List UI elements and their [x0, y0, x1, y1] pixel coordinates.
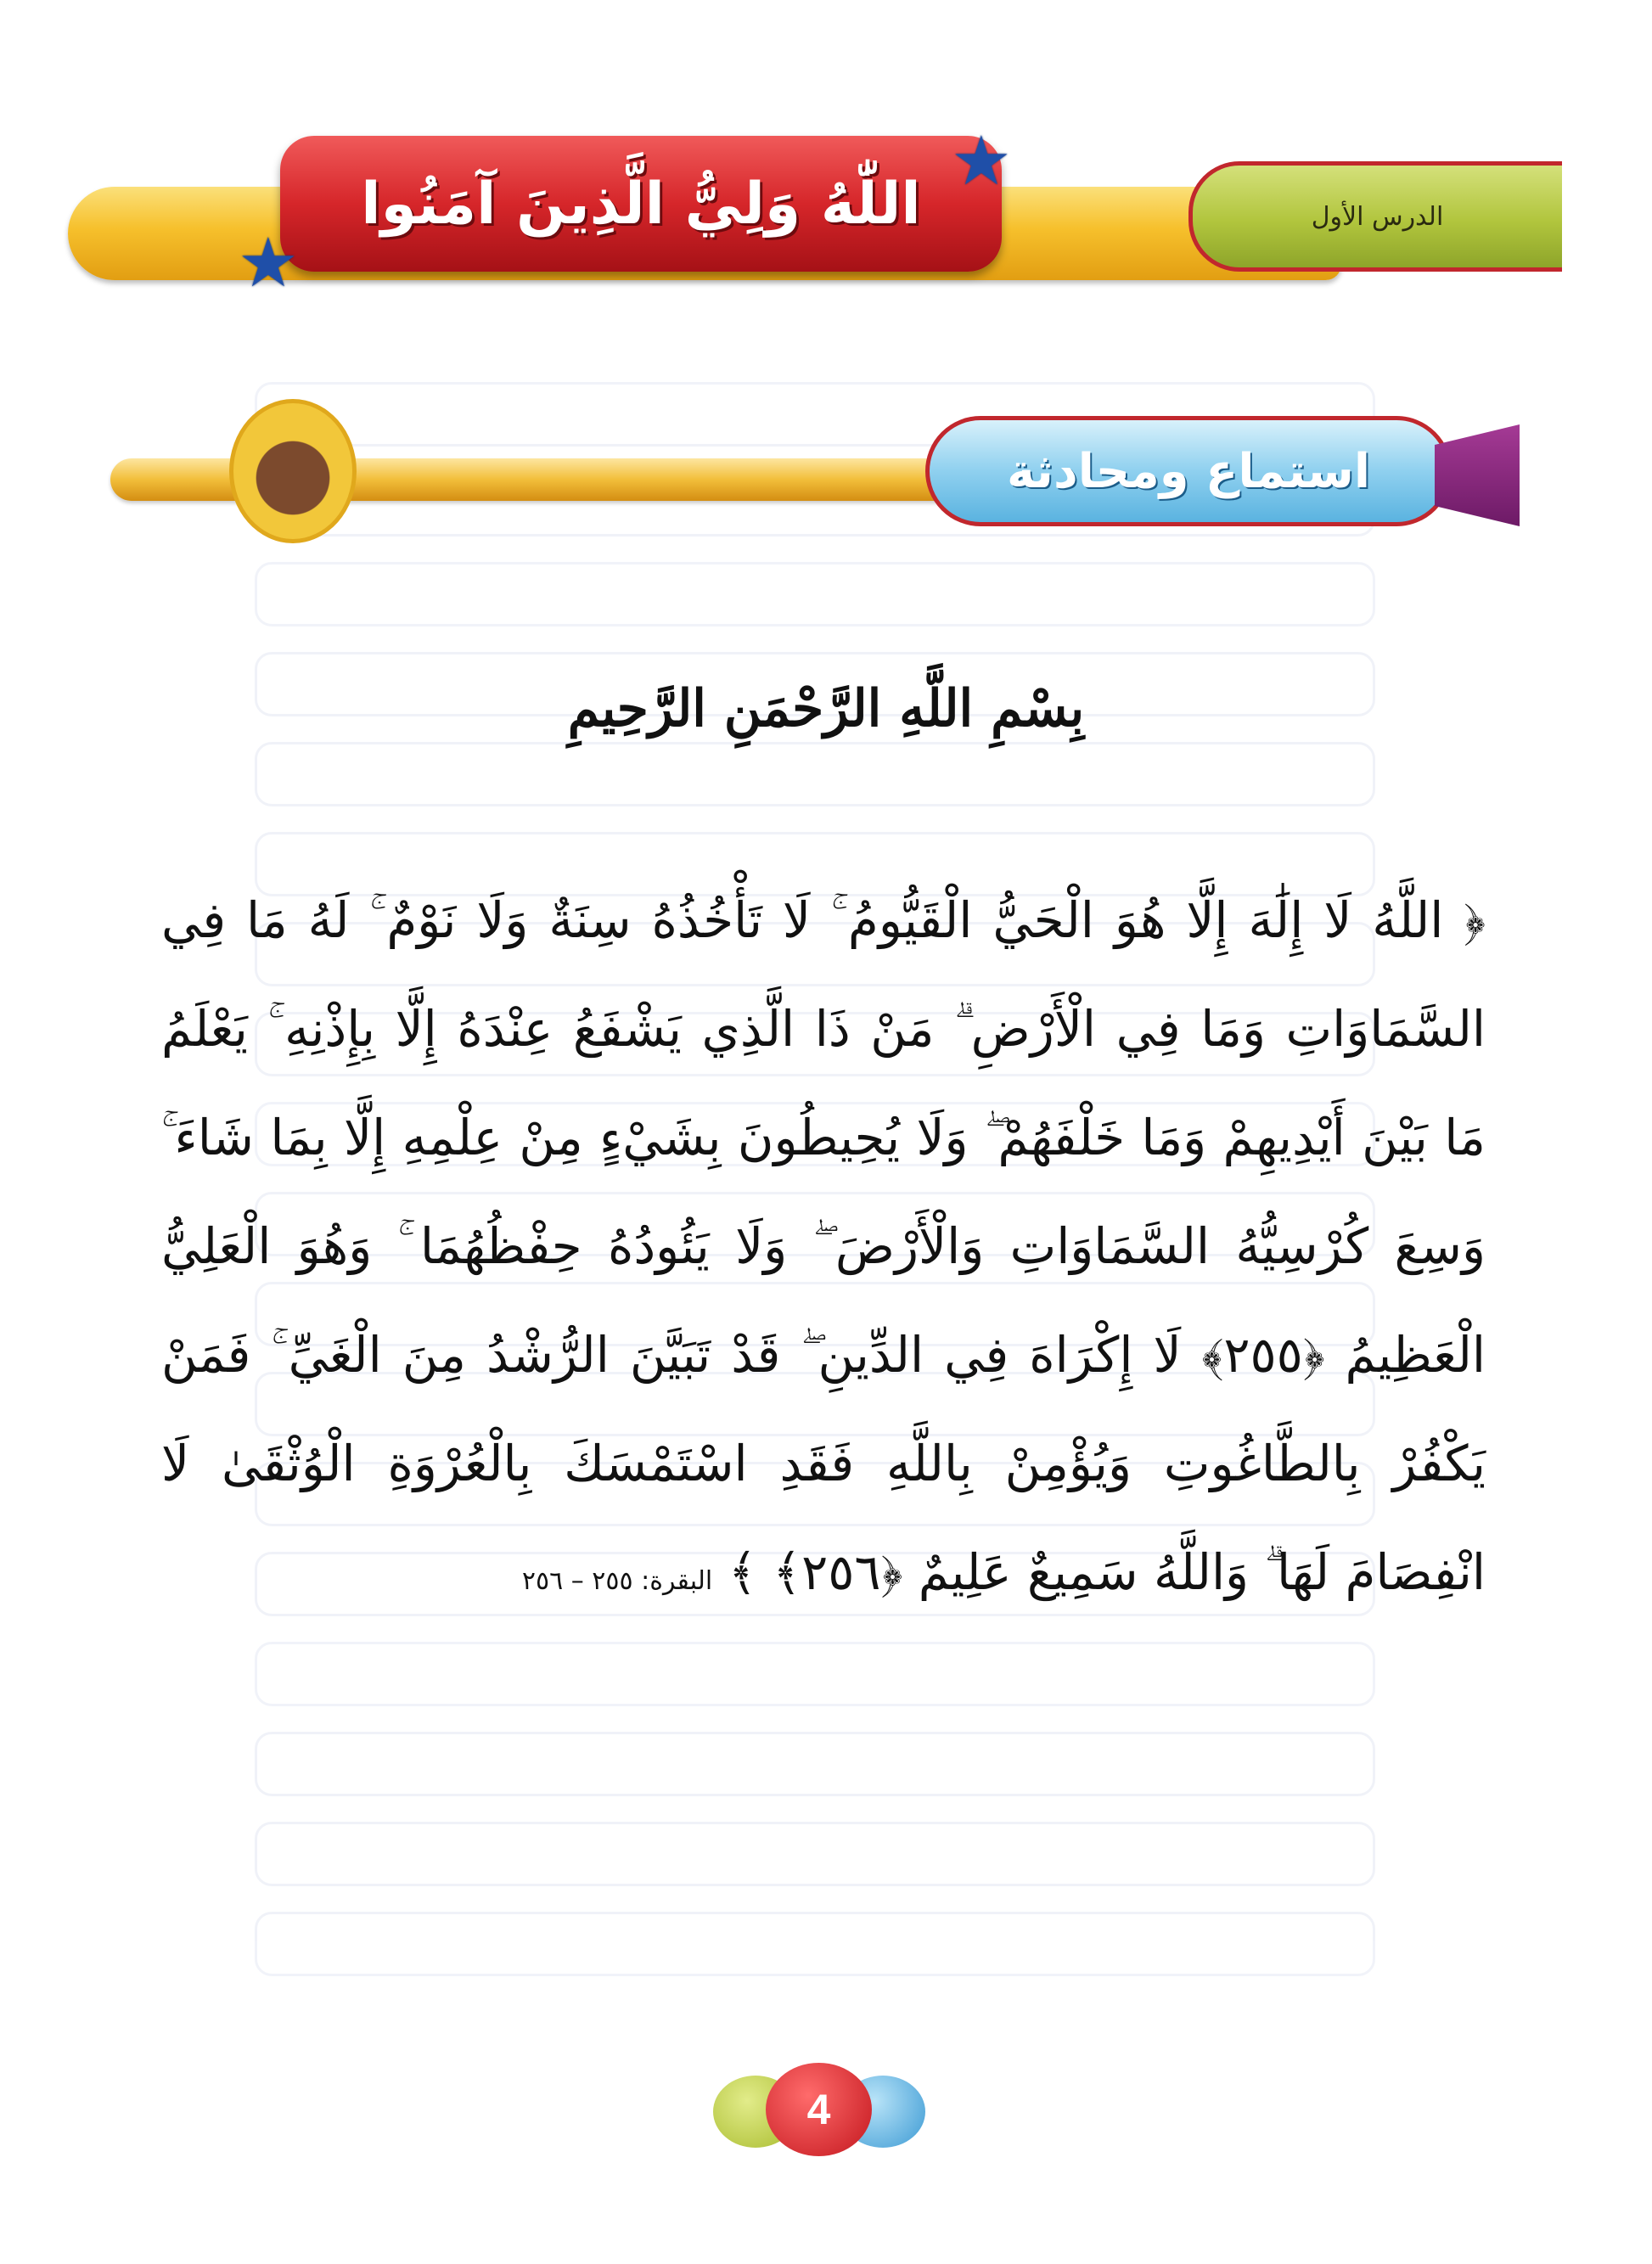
lesson-title-box	[280, 136, 1002, 272]
verse-reference: البقرة: ٢٥٥ – ٢٥٦	[521, 1566, 713, 1596]
lesson-title: اللّٰهُ وَلِيُّ الَّذِينَ آمَنُوا	[361, 170, 921, 238]
quran-verse	[161, 866, 1486, 1636]
page-number-badge	[713, 2063, 925, 2156]
star-icon: ★	[238, 223, 299, 302]
basmala: بِسْمِ اللَّهِ الرَّحْمَنِ الرَّحِيمِ	[567, 679, 1085, 739]
lesson-header-banner	[68, 121, 1562, 302]
section-label: استماع ومحادثة	[1006, 443, 1371, 499]
page-number: 4	[806, 2086, 831, 2133]
star-icon: ★	[951, 121, 1012, 200]
section-bar	[110, 416, 1520, 543]
lesson-label: الدرس الأول	[1311, 201, 1444, 232]
lesson-tab	[1188, 161, 1562, 272]
red-dot-icon	[766, 2063, 872, 2156]
section-tip	[1435, 424, 1520, 526]
section-pill	[925, 416, 1452, 526]
verse-text: ﴿ اللَّهُ لَا إِلَٰهَ إِلَّا هُوَ الْحَيُّ الْقَيُّومُ ۚ لَا تَأْخُذُهُ سِنَةٌ وَلَا نَوْمٌ ۚ لَهُ مَا فِي السَّمَاوَاتِ وَمَا فِي الْأَرْضِ ۗ مَنْ ذَا الَّذِي يَشْفَعُ عِنْدَهُ إِلَّا بِإِذْنِهِ ۚ يَعْلَمُ مَا بَيْنَ أَيْدِيهِمْ وَمَا خَلْفَهُمْ ۖ وَلَا يُحِيطُونَ بِشَيْءٍ مِنْ عِلْمِهِ إِلَّا بِمَا شَاءَ ۚ وَسِعَ كُرْسِيُّهُ السَّمَاوَاتِ وَالْأَرْضَ ۖ وَلَا يَئُودُهُ حِفْظُهُمَا ۚ وَهُوَ الْعَلِيُّ الْعَظِيمُ ﴿٢٥٥﴾ لَا إِكْرَاهَ فِي الدِّينِ ۖ قَدْ تَبَيَّنَ الرُّشْدُ مِنَ الْغَيِّ ۚ فَمَنْ يَكْفُرْ بِالطَّاغُوتِ وَيُؤْمِنْ بِاللَّهِ فَقَدِ اسْتَمْسَكَ بِالْعُرْوَةِ الْوُثْقَىٰ لَا انْفِصَامَ لَهَا ۗ وَاللَّهُ سَمِيعٌ عَلِيمٌ ﴿٢٥٦﴾ ﴾	[161, 891, 1486, 1601]
child-avatar-icon	[229, 399, 357, 543]
